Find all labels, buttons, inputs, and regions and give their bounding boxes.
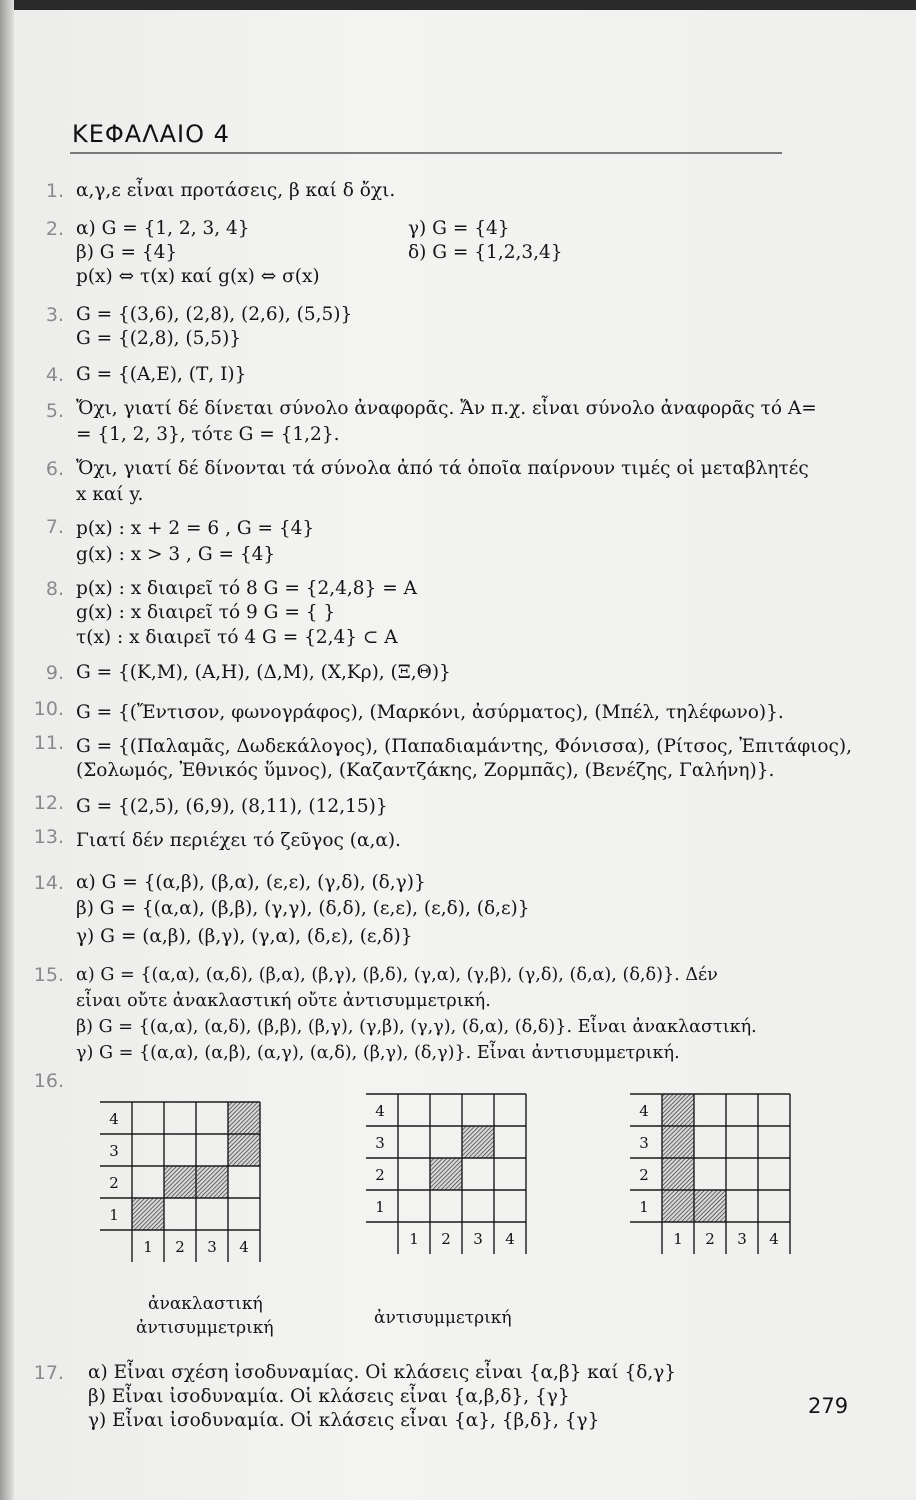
shaded-cell: [694, 1190, 726, 1222]
shaded-cell: [430, 1158, 462, 1190]
answer-line: G = {(Κ,Μ), (Α,Η), (Δ,Μ), (Χ,Κρ), (Ξ,Θ)}: [76, 662, 451, 683]
x-axis-label: 2: [175, 1238, 185, 1256]
answer-line: Ὄχι, γιατί δέ δίνονται τά σύνολα ἀπό τά ὁποῖα παίρνουν τιμές οἱ μεταβλητές: [76, 458, 809, 479]
answer-line: γ) G = (α,β), (β,γ), (γ,α), (δ,ε), (ε,δ)}: [76, 926, 413, 947]
answer-line: α) G = {1, 2, 3, 4}: [76, 218, 250, 239]
answer-line: x καί y.: [76, 484, 144, 505]
shaded-cell: [132, 1198, 164, 1230]
shaded-cell: [662, 1158, 694, 1190]
y-axis-label: 3: [109, 1142, 119, 1160]
grid-caption: ἀντισυμμετρική: [136, 1318, 274, 1338]
answer-line: g(x) : x > 3 , G = {4}: [76, 544, 276, 565]
answer-number: 10.: [33, 698, 64, 720]
shaded-cell: [228, 1102, 260, 1134]
y-axis-label: 1: [109, 1206, 119, 1224]
answer-number: 15.: [33, 964, 64, 986]
answer-number: 16.: [33, 1070, 64, 1092]
x-axis-label: 3: [473, 1230, 483, 1248]
shaded-cell: [662, 1190, 694, 1222]
relation-grid-2: [362, 1090, 542, 1270]
x-axis-label: 2: [441, 1230, 451, 1248]
answer-line: α) G = {(α,α), (α,δ), (β,α), (β,γ), (β,δ), (γ,α), (γ,β), (γ,δ), (δ,α), (δ,δ)}. Δέν: [76, 965, 718, 985]
relation-grid-1: [96, 1098, 276, 1278]
answer-line: τ(x) : x διαιρεῖ τό 4 G = {2,4} ⊂ A: [76, 627, 398, 648]
answer-line: p(x) ⇔ τ(x) καί g(x) ⇔ σ(x): [76, 266, 320, 287]
x-axis-label: 2: [705, 1230, 715, 1248]
answer-line-right: γ) G = {4}: [408, 218, 510, 239]
answer-number: 14.: [33, 872, 64, 894]
y-axis-label: 4: [109, 1110, 119, 1128]
answer-line: εἶναι οὔτε ἀνακλαστική οὔτε ἀντισυμμετρική.: [76, 991, 491, 1011]
y-axis-label: 4: [639, 1102, 649, 1120]
x-axis-label: 1: [409, 1230, 419, 1248]
answer-number: 1.: [45, 180, 64, 202]
chapter-title: ΚΕΦΑΛΑΙΟ 4: [72, 120, 230, 148]
answer-number: 3.: [45, 304, 64, 326]
answer-line: p(x) : x + 2 = 6 , G = {4}: [76, 518, 315, 539]
answer-number: 2.: [45, 218, 64, 240]
shaded-cell: [228, 1134, 260, 1166]
relation-grid-svg: [626, 1090, 806, 1270]
x-axis-label: 4: [769, 1230, 779, 1248]
answer-line: β) Εἶναι ἰσοδυναμία. Οἱ κλάσεις εἶναι {α,β,δ}, {γ}: [88, 1386, 570, 1407]
answer-number: 13.: [33, 826, 64, 848]
relation-grid-3: [626, 1090, 806, 1270]
answer-line: G = {(2,8), (5,5)}: [76, 328, 242, 349]
answer-line: p(x) : x διαιρεῖ τό 8 G = {2,4,8} = A: [76, 578, 417, 599]
scan-edge: [0, 0, 916, 10]
answer-line: G = {(Ἔντισον, φωνογράφος), (Μαρκόνι, ἀσύρματος), (Μπέλ, τηλέφωνο)}.: [76, 702, 784, 723]
answer-line: g(x) : x διαιρεῖ τό 9 G = { }: [76, 602, 336, 623]
x-axis-label: 4: [505, 1230, 515, 1248]
answer-line: γ) Εἶναι ἰσοδυναμία. Οἱ κλάσεις εἶναι {α}, {β,δ}, {γ}: [88, 1410, 600, 1431]
answer-line: G = {(Παλαμᾶς, Δωδεκάλογος), (Παπαδιαμάντης, Φόνισσα), (Ρίτσος, Ἐπιτάφιος),: [76, 736, 853, 757]
y-axis-label: 2: [375, 1166, 385, 1184]
grid-caption: ἀντισυμμετρική: [374, 1308, 512, 1328]
answer-line: G = {(Α,Ε), (Τ, Ι)}: [76, 364, 247, 385]
answer-line: Γιατί δέν περιέχει τό ζεῦγος (α,α).: [76, 830, 401, 851]
answer-number: 6.: [45, 458, 64, 480]
answer-line: (Σολωμός, Ἐθνικός ὕμνος), (Καζαντζάκης, Ζορμπᾶς), (Βενέζης, Γαλήνη)}.: [76, 760, 775, 781]
x-axis-label: 4: [239, 1238, 249, 1256]
shaded-cell: [164, 1166, 196, 1198]
shaded-cell: [662, 1094, 694, 1126]
answer-line: = {1, 2, 3}, τότε G = {1,2}.: [76, 424, 340, 445]
page-number: 279: [808, 1394, 849, 1418]
answer-line: γ) G = {(α,α), (α,β), (α,γ), (α,δ), (β,γ), (δ,γ)}. Εἶναι ἀντισυμμετρική.: [76, 1043, 680, 1063]
answer-line: β) G = {(α,α), (β,β), (γ,γ), (δ,δ), (ε,ε), (ε,δ), (δ,ε)}: [76, 898, 530, 919]
y-axis-label: 3: [639, 1134, 649, 1152]
answer-number: 12.: [33, 792, 64, 814]
answer-line: β) G = {(α,α), (α,δ), (β,β), (β,γ), (γ,β), (γ,γ), (δ,α), (δ,δ)}. Εἶναι ἀνακλαστική.: [76, 1017, 757, 1037]
grid-caption: ἀνακλαστική: [148, 1294, 263, 1314]
answer-line: G = {(2,5), (6,9), (8,11), (12,15)}: [76, 796, 388, 817]
answer-number: 9.: [45, 662, 64, 684]
x-axis-label: 3: [207, 1238, 217, 1256]
answer-line-right: δ) G = {1,2,3,4}: [408, 242, 563, 263]
answer-line: α) G = {(α,β), (β,α), (ε,ε), (γ,δ), (δ,γ)}: [76, 872, 426, 893]
scan-binding-shadow: [0, 0, 14, 1500]
answer-line: Ὄχι, γιατί δέ δίνεται σύνολο ἀναφορᾶς. Ἄν π.χ. εἶναι σύνολο ἀναφορᾶς τό Α=: [76, 398, 817, 419]
y-axis-label: 2: [639, 1166, 649, 1184]
shaded-cell: [662, 1126, 694, 1158]
answer-number: 17.: [33, 1362, 64, 1384]
y-axis-label: 1: [639, 1198, 649, 1216]
x-axis-label: 1: [143, 1238, 153, 1256]
shaded-cell: [462, 1126, 494, 1158]
y-axis-label: 1: [375, 1198, 385, 1216]
answer-line: α) Εἶναι σχέση ἰσοδυναμίας. Οἱ κλάσεις εἶναι {α,β} καί {δ,γ}: [88, 1362, 677, 1383]
answer-number: 4.: [45, 364, 64, 386]
relation-grid-svg: [96, 1098, 276, 1278]
answer-line: G = {(3,6), (2,8), (2,6), (5,5)}: [76, 304, 353, 325]
answer-number: 8.: [45, 578, 64, 600]
answer-line: α,γ,ε εἶναι προτάσεις, β καί δ ὄχι.: [76, 180, 396, 201]
answer-number: 11.: [33, 732, 64, 754]
title-rule: [70, 152, 782, 154]
shaded-cell: [196, 1166, 228, 1198]
answer-number: 5.: [45, 400, 64, 422]
answer-number: 7.: [45, 516, 64, 538]
y-axis-label: 3: [375, 1134, 385, 1152]
x-axis-label: 3: [737, 1230, 747, 1248]
relation-grid-svg: [362, 1090, 542, 1270]
x-axis-label: 1: [673, 1230, 683, 1248]
y-axis-label: 4: [375, 1102, 385, 1120]
answer-line: β) G = {4}: [76, 242, 178, 263]
y-axis-label: 2: [109, 1174, 119, 1192]
